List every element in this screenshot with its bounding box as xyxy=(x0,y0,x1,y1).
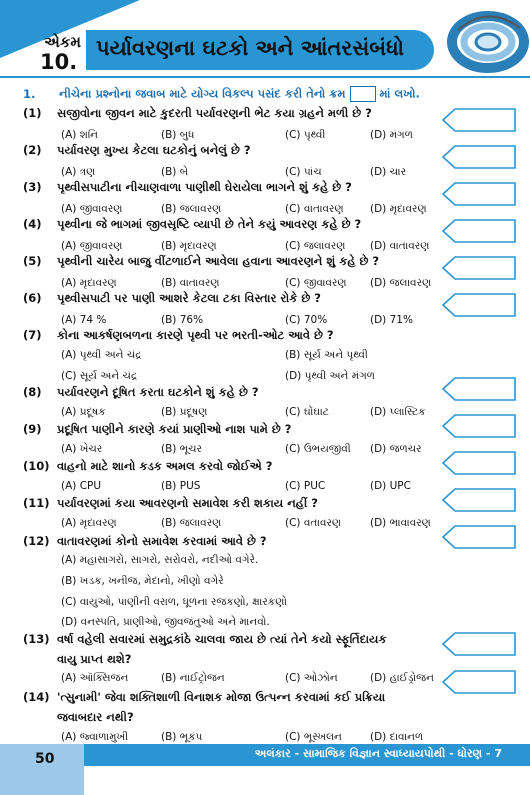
question-text: પૃથ્વીસપાટીના નીચાણવાળા પાણીથી ઘેરાયેલા ભાગને શું કહે છે ? xyxy=(57,180,352,194)
option-a: (A) ત્રણ xyxy=(61,166,96,178)
option-b: (B) નાઈટ્રોજન xyxy=(161,672,225,684)
question-3 xyxy=(23,180,352,195)
option-c: (C) ઉભયજીવી xyxy=(285,443,351,455)
instruction-text-end: માં લખો. xyxy=(379,86,420,101)
question-text: કોના આકર્ષણબળના કારણે પૃથ્વી પર ભરતી-ઓટ આવે છે ? xyxy=(57,328,334,342)
question-number: (9) xyxy=(23,422,42,436)
option-a: (A) જીવાવરણ xyxy=(61,240,123,252)
header-divider xyxy=(0,76,530,78)
answer-box[interactable] xyxy=(441,486,517,514)
question-text-line2: જવાબદાર નથી? xyxy=(57,710,134,724)
option-b: (B) જલાવરણ xyxy=(161,203,222,215)
answer-box[interactable] xyxy=(441,449,517,477)
option-a: (A) ખેચર xyxy=(61,443,103,455)
question-11 xyxy=(23,496,318,511)
answer-box[interactable] xyxy=(441,412,517,440)
question-9 xyxy=(23,422,291,437)
option-c: (C) વતાવરણ xyxy=(285,517,342,529)
option-d: (D) દાવાનળ xyxy=(370,731,424,743)
option-d: (D) હાઈડ્રોજન xyxy=(370,672,434,684)
option-c: (C) સૂર્ય અને ચંદ્ર xyxy=(61,370,138,382)
answer-box[interactable] xyxy=(441,217,517,245)
option-b: (B) મૃદાવરણ xyxy=(161,240,217,252)
option-b: (B) ખડક, ખનીજ, મેદાનો, ખીણો વગેરે xyxy=(61,575,224,587)
question-number: (3) xyxy=(23,180,42,194)
question-number: (10) xyxy=(23,459,50,473)
chapter-title-banner xyxy=(86,30,434,70)
option-b: (B) જલાવરણ xyxy=(161,517,222,529)
option-d: (D) વનસ્પતિ, પ્રાણીઓ, જીવજંતુઓ અને માનવો. xyxy=(61,616,270,628)
option-d: (D) મૃદાવરણ xyxy=(370,203,427,215)
option-b: (B) વાતાવરણ xyxy=(161,277,220,289)
question-2 xyxy=(23,143,251,158)
option-c: (C) જલાવરણ xyxy=(285,240,346,252)
question-number: (2) xyxy=(23,143,42,157)
option-c: (C) વાતાવરણ xyxy=(285,203,344,215)
answer-box[interactable] xyxy=(441,291,517,319)
option-d: (D) મંગળ xyxy=(370,129,413,141)
option-a: (A) મૃદાવરણ xyxy=(61,277,117,289)
option-c: (C) પૃથ્વી xyxy=(285,129,326,141)
option-c: (C) વાયુઓ, પાણીની વરાળ, ધૂળના રજકણો, ક્ષારકણો xyxy=(61,596,287,608)
option-d: (D) 71% xyxy=(370,314,413,326)
question-7 xyxy=(23,328,334,343)
option-b: (B) બે xyxy=(161,166,189,178)
answer-box[interactable] xyxy=(441,143,517,171)
question-number: (4) xyxy=(23,217,42,231)
instruction-text: નીચેના પ્રશ્નોના જવાબ માટે યોગ્ય વિકલ્પ પસંદ કરી તેનો ક્રમ xyxy=(59,86,346,101)
question-14 xyxy=(23,690,385,705)
question-number: (8) xyxy=(23,385,42,399)
option-a: (A) શનિ xyxy=(61,129,99,141)
question-number: (1) xyxy=(23,106,42,120)
question-10 xyxy=(23,459,272,474)
option-c: (C) જીવાવરણ xyxy=(285,277,347,289)
answer-box[interactable] xyxy=(441,668,517,696)
chapter-title: પર્યાવરણના ઘટકો અને આંતરસંબંધો xyxy=(96,36,404,60)
answer-blank-example xyxy=(350,86,376,102)
option-c: (C) PUC xyxy=(285,480,326,492)
question-8 xyxy=(23,385,259,400)
question-text: પર્યાવરણને દૂષિત કરતા ઘટકોને શું કહે છે ? xyxy=(57,385,259,399)
option-a: (A) ઑક્સિજન xyxy=(61,672,129,684)
section-number: 1. xyxy=(23,86,36,101)
question-text: પૃથ્વીની ચારેય બાજુ વીંટળાઈને આવેલા હવાના આવરણને શું કહે છે ? xyxy=(57,254,380,268)
option-a: (A) જ્વાળામુખી xyxy=(61,731,129,743)
question-text: 'ત્સુનામી' જેવા શક્તિશાળી વિનાશક મોજા ઉત્પન્ન કરવામાં કઈ પ્રક્રિયા xyxy=(57,690,386,704)
option-d: (D) પ્લાસ્ટિક xyxy=(370,406,426,418)
option-a: (A) મૃદાવરણ xyxy=(61,517,117,529)
question-text-line2: વાયુ પ્રાપ્ત થશે? xyxy=(57,652,132,666)
question-number: (5) xyxy=(23,254,42,268)
question-text: પૃથ્વીસપાટી પર પાણી આશરે કેટલા ટકા વિસ્તાર રોકે છે ? xyxy=(57,291,321,305)
option-d: (D) UPC xyxy=(370,480,411,492)
answer-box[interactable] xyxy=(441,254,517,282)
question-6 xyxy=(23,291,321,306)
option-d: (D) ભાવાવરણ xyxy=(370,517,431,529)
option-b: (B) સૂર્ય અને પૃથ્વી xyxy=(285,349,368,361)
question-text: પર્યાવરણમાં કયા આવરણનો સમાવેશ કરી શકાય નહીં ? xyxy=(57,496,318,510)
answer-box[interactable] xyxy=(441,630,517,658)
question-text: પર્યાવરણ મુખ્ય કેટલા ઘટકોનું બનેલું છે ? xyxy=(57,143,251,157)
option-d: (D) ચાર xyxy=(370,166,407,178)
option-c: (C) ઘોંઘાટ xyxy=(285,406,329,418)
section-instruction xyxy=(23,86,420,102)
option-c: (C) 70% xyxy=(285,314,328,326)
footer-band xyxy=(84,744,530,766)
answer-box[interactable] xyxy=(441,523,517,551)
question-4 xyxy=(23,217,361,232)
option-d: (D) વાતાવરણ xyxy=(370,240,430,252)
option-d: (D) જળચર xyxy=(370,443,422,455)
question-number: (7) xyxy=(23,328,42,342)
option-a: (A) પ્રદૂષક xyxy=(61,406,106,418)
question-number: (6) xyxy=(23,291,42,305)
option-b: (B) બુધ xyxy=(161,129,195,141)
option-b: (B) 76% xyxy=(161,314,204,326)
answer-box[interactable] xyxy=(441,106,517,134)
option-d: (D) જલાવરણ xyxy=(370,277,432,289)
option-d: (D) પૃથ્વી અને મંગળ xyxy=(285,370,375,382)
answer-box[interactable] xyxy=(441,375,517,403)
question-text: વાહનો માટે શાનો કડક અમલ કરવો જોઈએ ? xyxy=(57,459,273,473)
question-text: વર્ષા વહેલી સવારમાં સમુદ્રકાંઠે ચાલવા જાય છે ત્યાં તેને કયો સ્ફૂર્તિદાયક xyxy=(57,632,387,646)
option-c: (C) ઓઝોન xyxy=(285,672,338,684)
option-a: (A) મહાસાગરો, સાગરો, સરોવરો, નદીઓ વગેરે. xyxy=(61,554,259,566)
question-13 xyxy=(23,632,387,647)
question-number: (11) xyxy=(23,496,50,510)
option-b: (B) ભૂકંપ xyxy=(161,731,203,743)
page-number: 50 xyxy=(35,751,55,767)
option-b: (B) ભૂચર xyxy=(161,443,202,455)
question-text: પ્રદૂષિત પાણીને કારણે કયાં પ્રાણીઓ નાશ પામે છે ? xyxy=(57,422,292,436)
question-number: (14) xyxy=(23,690,50,704)
unit-label: એકમ xyxy=(44,33,82,51)
book-title: અલંકાર - સામાજિક વિજ્ઞાન સ્વાધ્યાયપોથી - ધોરણ - 7 xyxy=(254,747,502,760)
question-text: વાતાવરણમાં કોનો સમાવેશ કરવામાં આવે છે ? xyxy=(57,534,267,548)
answer-box[interactable] xyxy=(441,180,517,208)
option-c: (C) ભૂસ્ખલન xyxy=(285,731,342,743)
question-5 xyxy=(23,254,379,269)
option-a: (A) પૃથ્વી અને ચંદ્ર xyxy=(61,349,142,361)
question-number: (12) xyxy=(23,534,50,548)
question-text: સજીવોના જીવન માટે કુદરતી પર્યાવરણની ભેટ કયા ગ્રહને મળી છે ? xyxy=(57,106,372,120)
option-a: (A) CPU xyxy=(61,480,102,492)
question-text: પૃથ્વીના જે ભાગમાં જીવસૃષ્ટિ વ્યાપી છે તેને કયું આવરણ કહે છે ? xyxy=(57,217,362,231)
question-number: (13) xyxy=(23,632,50,646)
earth-spiral-icon xyxy=(438,0,530,80)
unit-number: 10. xyxy=(40,50,78,74)
question-12 xyxy=(23,534,267,549)
option-b: (B) PUS xyxy=(161,480,201,492)
option-a: (A) 74 % xyxy=(61,314,107,326)
option-b: (B) પ્રદૂષણ xyxy=(161,406,208,418)
question-1 xyxy=(23,106,372,121)
option-c: (C) પાંચ xyxy=(285,166,322,178)
option-a: (A) જીવાવરણ xyxy=(61,203,123,215)
